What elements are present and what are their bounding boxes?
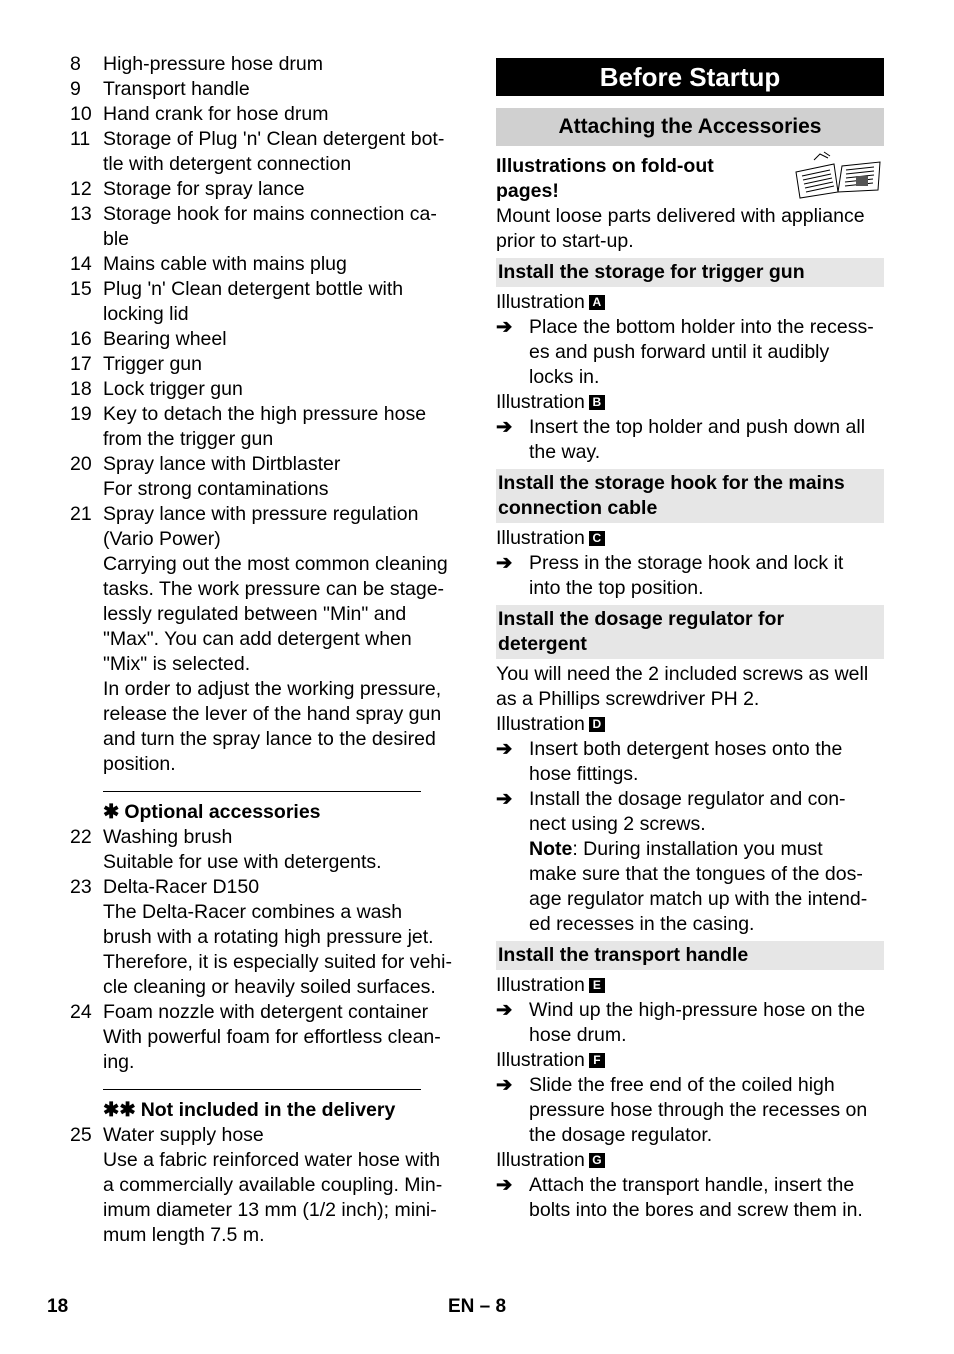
list-item bbox=[70, 377, 462, 402]
list-item bbox=[70, 252, 462, 277]
item-text bbox=[103, 177, 462, 202]
instruction-text bbox=[529, 787, 884, 937]
item-line: Water supply hose bbox=[103, 1124, 264, 1146]
instruction-text bbox=[529, 315, 884, 390]
instruction-line: Insert both detergent hoses onto the bbox=[529, 738, 843, 760]
item-line: Carrying out the most common cleaning bbox=[103, 553, 448, 575]
item-line: Lock trigger gun bbox=[103, 378, 243, 400]
instruction-line: es and push forward until it audibly bbox=[529, 341, 830, 363]
item-number: 15 bbox=[70, 278, 92, 300]
item-line: The Delta-Racer combines a wash bbox=[103, 901, 403, 923]
item-line: brush with a rotating high pressure jet. bbox=[103, 926, 434, 948]
instruction-line: nect using 2 screws. bbox=[529, 813, 706, 835]
item-text bbox=[103, 452, 462, 502]
instruction-line: Insert the top holder and push down all bbox=[529, 416, 866, 438]
arrow-icon: ➔ bbox=[496, 1174, 513, 1196]
item-line: Storage for spray lance bbox=[103, 178, 305, 200]
instruction-step bbox=[496, 737, 884, 787]
illustration-label: Illustration bbox=[496, 974, 585, 996]
instruction-line: bolts into the bores and screw them in. bbox=[529, 1199, 863, 1221]
item-number: 18 bbox=[70, 378, 92, 400]
item-line: Mains cable with mains plug bbox=[103, 253, 347, 275]
item-number: 10 bbox=[70, 103, 92, 125]
group-heading bbox=[70, 1098, 462, 1123]
item-line: Trigger gun bbox=[103, 353, 202, 375]
item-text bbox=[103, 102, 462, 127]
illustration-label: Illustration bbox=[496, 391, 585, 413]
step-heading bbox=[496, 941, 884, 970]
instruction-line: Press in the storage hook and lock it bbox=[529, 552, 844, 574]
instruction-line: Slide the free end of the coiled high bbox=[529, 1074, 835, 1096]
item-line: and turn the spray lance to the desired bbox=[103, 728, 436, 750]
page-number: 18 bbox=[47, 1296, 69, 1317]
illustration-letter-box: B bbox=[589, 395, 605, 410]
book-pages-icon bbox=[794, 150, 884, 200]
item-line: Hand crank for hose drum bbox=[103, 103, 329, 125]
list-item bbox=[70, 402, 462, 452]
instruction-step bbox=[496, 415, 884, 465]
list-item bbox=[70, 52, 462, 77]
note-line: age regulator match up with the intend- bbox=[529, 888, 868, 910]
list-item bbox=[70, 825, 462, 875]
instruction-line: hose fittings. bbox=[529, 763, 639, 785]
note-line: ed recesses in the casing. bbox=[529, 913, 755, 935]
illustration-ref bbox=[496, 973, 884, 998]
item-line: ble bbox=[103, 228, 130, 250]
instruction-step bbox=[496, 787, 884, 937]
item-text bbox=[103, 77, 462, 102]
item-line: In order to adjust the working pressure, bbox=[103, 678, 442, 700]
instruction-text bbox=[529, 998, 884, 1048]
arrow-icon: ➔ bbox=[496, 416, 513, 438]
illustration-ref bbox=[496, 1148, 884, 1173]
item-line: Plug 'n' Clean detergent bottle with bbox=[103, 278, 404, 300]
subsection-title: Attaching the Accessories bbox=[496, 108, 884, 146]
item-line: For strong contaminations bbox=[103, 478, 329, 500]
instruction-step bbox=[496, 1073, 884, 1148]
item-line: a commercially available coupling. Min- bbox=[103, 1174, 443, 1196]
item-number: 16 bbox=[70, 328, 92, 350]
item-text bbox=[103, 1000, 462, 1075]
foldout-note: Illustrations on fold-out bbox=[496, 155, 714, 177]
item-line: Bearing wheel bbox=[103, 328, 227, 350]
illustration-letter-box: G bbox=[589, 1153, 605, 1168]
step-heading-line: detergent bbox=[498, 633, 587, 655]
instruction-step bbox=[496, 998, 884, 1048]
instruction-line: Attach the transport handle, insert the bbox=[529, 1174, 855, 1196]
item-text bbox=[103, 202, 462, 252]
item-line: mum length 7.5 m. bbox=[103, 1224, 265, 1246]
instruction-line: the dosage regulator. bbox=[529, 1124, 713, 1146]
illustration-ref bbox=[496, 390, 884, 415]
illustration-label: Illustration bbox=[496, 291, 585, 313]
item-text bbox=[103, 875, 462, 1000]
item-number: 11 bbox=[70, 128, 91, 150]
item-line: Delta-Racer D150 bbox=[103, 876, 260, 898]
instruction-step bbox=[496, 551, 884, 601]
list-item bbox=[70, 127, 462, 177]
instruction-line: Install the dosage regulator and con- bbox=[529, 788, 846, 810]
instruction-text bbox=[529, 737, 884, 787]
item-text bbox=[103, 502, 462, 777]
asterisk-mark: ✱✱ bbox=[103, 1099, 136, 1121]
item-number: 9 bbox=[70, 78, 81, 100]
instruction-line: Wind up the high-pressure hose on the bbox=[529, 999, 866, 1021]
item-line: With powerful foam for effortless clean- bbox=[103, 1026, 441, 1048]
item-number: 23 bbox=[70, 876, 92, 898]
item-line: Spray lance with pressure regulation bbox=[103, 503, 419, 525]
note-label: Note bbox=[529, 838, 573, 860]
illustration-letter-box: C bbox=[589, 531, 605, 546]
item-line: (Vario Power) bbox=[103, 528, 221, 550]
item-text bbox=[103, 825, 462, 875]
item-line: locking lid bbox=[103, 303, 189, 325]
note-line: make sure that the tongues of the dos- bbox=[529, 863, 863, 885]
step-heading-line: Install the dosage regulator for bbox=[498, 608, 785, 630]
list-item bbox=[70, 277, 462, 327]
divider-rule bbox=[103, 1089, 421, 1090]
item-line: Key to detach the high pressure hose bbox=[103, 403, 427, 425]
illustration-letter-box: E bbox=[589, 978, 605, 993]
note-text: : During installation you must bbox=[572, 838, 823, 860]
illustration-ref bbox=[496, 290, 884, 315]
step-heading-line: Install the storage for trigger gun bbox=[498, 261, 805, 283]
item-number: 8 bbox=[70, 53, 81, 75]
illustration-label: Illustration bbox=[496, 527, 585, 549]
item-text bbox=[103, 1123, 462, 1248]
step-heading bbox=[496, 469, 884, 523]
item-text bbox=[103, 127, 462, 177]
item-line: Foam nozzle with detergent container bbox=[103, 1001, 429, 1023]
list-item bbox=[70, 327, 462, 352]
item-line: Suitable for use with detergents. bbox=[103, 851, 382, 873]
item-line: Therefore, it is especially suited for vehi- bbox=[103, 951, 452, 973]
item-line: tasks. The work pressure can be stage- bbox=[103, 578, 445, 600]
step-heading-line: connection cable bbox=[498, 497, 658, 519]
paragraph-line: as a Phillips screwdriver PH 2. bbox=[496, 688, 760, 710]
item-number: 19 bbox=[70, 403, 92, 425]
step-heading-line: Install the storage hook for the mains bbox=[498, 472, 845, 494]
page-lang-number: EN – 8 bbox=[448, 1296, 507, 1317]
item-text bbox=[103, 327, 462, 352]
item-text bbox=[103, 377, 462, 402]
arrow-icon: ➔ bbox=[496, 316, 513, 338]
step-heading bbox=[496, 605, 884, 659]
item-line: Spray lance with Dirtblaster bbox=[103, 453, 341, 475]
instruction-line: Place the bottom holder into the recess- bbox=[529, 316, 874, 338]
item-line: from the trigger gun bbox=[103, 428, 274, 450]
item-text bbox=[103, 252, 462, 277]
item-line: position. bbox=[103, 753, 176, 775]
item-line: Transport handle bbox=[103, 78, 250, 100]
right-column bbox=[496, 52, 884, 1223]
illustration-ref bbox=[496, 712, 884, 737]
section-title: Before Startup bbox=[496, 58, 884, 96]
item-line: Washing brush bbox=[103, 826, 233, 848]
list-item bbox=[70, 77, 462, 102]
item-line: tle with detergent connection bbox=[103, 153, 352, 175]
illustration-label: Illustration bbox=[496, 1049, 585, 1071]
arrow-icon: ➔ bbox=[496, 1074, 513, 1096]
item-text bbox=[103, 52, 462, 77]
group-heading-text: Optional accessories bbox=[124, 801, 321, 823]
item-line: Storage of Plug 'n' Clean detergent bot- bbox=[103, 128, 445, 150]
illustration-letter-box: A bbox=[589, 295, 605, 310]
intro-line: Mount loose parts delivered with appliance bbox=[496, 205, 865, 227]
note-line bbox=[529, 837, 884, 862]
item-number: 22 bbox=[70, 826, 92, 848]
list-item bbox=[70, 102, 462, 127]
step-heading-line: Install the transport handle bbox=[498, 944, 749, 966]
illustration-letter-box: F bbox=[589, 1053, 605, 1068]
list-item bbox=[70, 177, 462, 202]
item-line: "Mix" is selected. bbox=[103, 653, 251, 675]
item-number: 13 bbox=[70, 203, 92, 225]
arrow-icon: ➔ bbox=[496, 788, 513, 810]
arrow-icon: ➔ bbox=[496, 738, 513, 760]
list-item bbox=[70, 352, 462, 377]
illustration-ref bbox=[496, 1048, 884, 1073]
item-line: ing. bbox=[103, 1051, 135, 1073]
instruction-line: pressure hose through the recesses on bbox=[529, 1099, 868, 1121]
item-number: 14 bbox=[70, 253, 92, 275]
list-item bbox=[70, 1000, 462, 1075]
item-line: lessly regulated between "Min" and bbox=[103, 603, 407, 625]
group-heading-text: Not included in the delivery bbox=[140, 1099, 396, 1121]
asterisk-mark: ✱ bbox=[103, 801, 120, 823]
item-line: imum diameter 13 mm (1/2 inch); mini- bbox=[103, 1199, 437, 1221]
item-text bbox=[103, 352, 462, 377]
left-column bbox=[70, 52, 462, 1248]
instruction-text bbox=[529, 1073, 884, 1148]
illustration-letter-box: D bbox=[589, 717, 605, 732]
instruction-step bbox=[496, 315, 884, 390]
item-number: 25 bbox=[70, 1124, 92, 1146]
divider-rule bbox=[103, 791, 421, 792]
item-number: 17 bbox=[70, 353, 92, 375]
item-line: "Max". You can add detergent when bbox=[103, 628, 412, 650]
illustration-label: Illustration bbox=[496, 1149, 585, 1171]
group-heading bbox=[70, 800, 462, 825]
list-item bbox=[70, 502, 462, 777]
illustration-label: Illustration bbox=[496, 713, 585, 735]
step-heading bbox=[496, 258, 884, 287]
item-line: cle cleaning or heavily soiled surfaces. bbox=[103, 976, 436, 998]
foldout-note: pages! bbox=[496, 180, 559, 202]
illustration-ref bbox=[496, 526, 884, 551]
instruction-line: into the top position. bbox=[529, 577, 704, 599]
item-number: 24 bbox=[70, 1001, 92, 1023]
list-item bbox=[70, 452, 462, 502]
item-text bbox=[103, 402, 462, 452]
item-line: Use a fabric reinforced water hose with bbox=[103, 1149, 441, 1171]
item-line: Storage hook for mains connection ca- bbox=[103, 203, 437, 225]
instruction-text bbox=[529, 1173, 884, 1223]
item-line: High-pressure hose drum bbox=[103, 53, 324, 75]
item-number: 21 bbox=[70, 503, 92, 525]
paragraph-line: You will need the 2 included screws as well bbox=[496, 663, 869, 685]
list-item bbox=[70, 875, 462, 1000]
instruction-line: hose drum. bbox=[529, 1024, 627, 1046]
intro-line: prior to start-up. bbox=[496, 230, 634, 252]
arrow-icon: ➔ bbox=[496, 999, 513, 1021]
arrow-icon: ➔ bbox=[496, 552, 513, 574]
item-number: 12 bbox=[70, 178, 92, 200]
instruction-text bbox=[529, 415, 884, 465]
instruction-step bbox=[496, 1173, 884, 1223]
list-item bbox=[70, 202, 462, 252]
item-text bbox=[103, 277, 462, 327]
instruction-text bbox=[529, 551, 884, 601]
instruction-line: the way. bbox=[529, 441, 601, 463]
item-number: 20 bbox=[70, 453, 92, 475]
instruction-line: locks in. bbox=[529, 366, 600, 388]
list-item bbox=[70, 1123, 462, 1248]
item-line: release the lever of the hand spray gun bbox=[103, 703, 442, 725]
